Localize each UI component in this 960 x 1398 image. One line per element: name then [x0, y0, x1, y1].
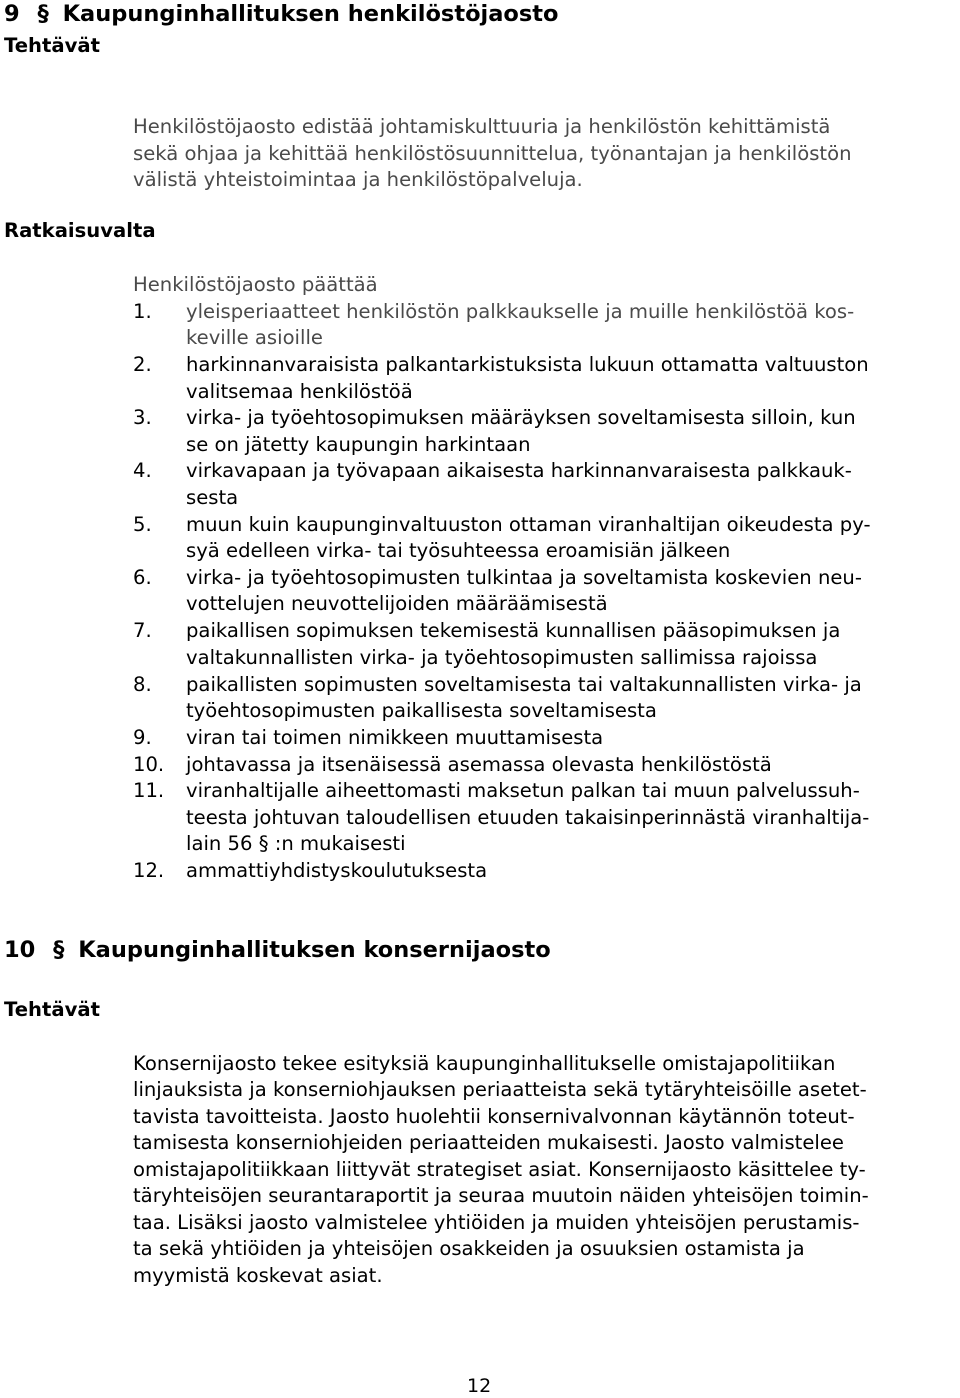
list-item-line: ammattiyhdistyskoulutuksesta: [186, 859, 488, 882]
list-item-number: 5.: [133, 513, 152, 536]
list-item-number: 10.: [133, 753, 165, 776]
list-item-line: harkinnanvaraisista palkantarkistuksista lukuun ottamatta valtuuston: [186, 353, 869, 376]
paragraph-line: täryhteisöjen seurantaraportit ja seuraa muutoin näiden yhteisöjen toimin-: [133, 1184, 869, 1207]
list-item-number: 9.: [133, 726, 152, 749]
list-item-line: johtavassa ja itsenäisessä asemassa olevasta henkilöstöstä: [186, 753, 772, 776]
tasks-heading: Tehtävät: [4, 34, 100, 57]
list-item-line: valitsemaa henkilöstöä: [186, 380, 413, 403]
list-item-line: viranhaltijalle aiheettomasti maksetun palkan tai muun palvelussuh-: [186, 779, 860, 802]
list-item-line: sesta: [186, 486, 239, 509]
list-item-number: 12.: [133, 859, 165, 882]
list-item-line: viran tai toimen nimikkeen muuttamisesta: [186, 726, 604, 749]
list-item-line: vottelujen neuvottelijoiden määräämisestä: [186, 592, 608, 615]
list-item-line: virkavapaan ja työvapaan aikaisesta harkinnanvaraisesta palkkauk-: [186, 459, 852, 482]
paragraph-line: välistä yhteistoimintaa ja henkilöstöpalveluja.: [133, 168, 583, 191]
section-number: 10: [4, 937, 36, 963]
paragraph-line: tamisesta konserniohjeiden periaatteiden mukaisesti. Jaosto valmistelee: [133, 1131, 844, 1154]
list-item-line: yleisperiaatteet henkilöstön palkkaukselle ja muille henkilöstöä kos-: [186, 300, 855, 323]
paragraph-line: myymistä koskevat asiat.: [133, 1264, 383, 1287]
list-item-line: virka- ja työehtosopimusten tulkintaa ja soveltamista koskevien neu-: [186, 566, 862, 589]
list-item-number: 3.: [133, 406, 152, 429]
paragraph-line: Henkilöstöjaosto edistää johtamiskulttuuria ja henkilöstön kehittämistä: [133, 115, 831, 138]
section-title: Kaupunginhallituksen henkilöstöjaosto: [62, 1, 559, 27]
paragraph-line: Konsernijaosto tekee esityksiä kaupunginhallitukselle omistajapolitiikan: [133, 1052, 836, 1075]
section-symbol: §: [53, 937, 65, 963]
paragraph-line: ta sekä yhtiöiden ja yhteisöjen osakkeiden ja osuuksien ostamista ja: [133, 1237, 805, 1260]
list-item-number: 8.: [133, 673, 152, 696]
list-item-line: lain 56 § :n mukaisesti: [186, 832, 406, 855]
section-symbol: §: [37, 1, 49, 27]
list-item-number: 11.: [133, 779, 165, 802]
list-item-line: muun kuin kaupunginvaltuuston ottaman viranhaltijan oikeudesta py-: [186, 513, 871, 536]
list-item-line: paikallisten sopimusten soveltamisesta tai valtakunnallisten virka- ja: [186, 673, 862, 696]
list-item-number: 1.: [133, 300, 152, 323]
list-item-line: se on jätetty kaupungin harkintaan: [186, 433, 531, 456]
section-title: Kaupunginhallituksen konsernijaosto: [78, 937, 551, 963]
paragraph-line: sekä ohjaa ja kehittää henkilöstösuunnittelua, työnantajan ja henkilöstön: [133, 142, 852, 165]
paragraph-line: taa. Lisäksi jaosto valmistelee yhtiöiden ja muiden yhteisöjen perustamis-: [133, 1211, 860, 1234]
section-9-heading: [4, 0, 559, 28]
list-item-line: teesta johtuvan taloudellisen etuuden takaisinperinnästä viranhaltija-: [186, 806, 870, 829]
paragraph-line: tavista tavoitteista. Jaosto huolehtii konsernivalvonnan käytännön toteut-: [133, 1105, 855, 1128]
list-item-number: 4.: [133, 459, 152, 482]
tasks-heading: Tehtävät: [4, 998, 100, 1021]
paragraph-line: linjauksista ja konserniohjauksen periaatteista sekä tytäryhteisöille asetet-: [133, 1078, 867, 1101]
list-item-number: 6.: [133, 566, 152, 589]
list-item-number: 2.: [133, 353, 152, 376]
page-number: 12: [467, 1375, 492, 1397]
list-item-line: valtakunnallisten virka- ja työehtosopimusten sallimissa rajoissa: [186, 646, 818, 669]
list-item-line: virka- ja työehtosopimuksen määräyksen soveltamisesta silloin, kun: [186, 406, 856, 429]
section-number: 9: [4, 1, 20, 27]
list-item-line: keville asioille: [186, 326, 323, 349]
section-10-heading: [4, 936, 551, 964]
list-item-line: työehtosopimusten paikallisesta soveltamisesta: [186, 699, 657, 722]
list-item-number: 7.: [133, 619, 152, 642]
authority-heading: Ratkaisuvalta: [4, 219, 156, 242]
paragraph-line: omistajapolitiikkaan liittyvät strategiset asiat. Konsernijaosto käsittelee ty-: [133, 1158, 866, 1181]
list-item-line: paikallisen sopimuksen tekemisestä kunnallisen pääsopimuksen ja: [186, 619, 841, 642]
authority-intro: Henkilöstöjaosto päättää: [133, 273, 378, 296]
list-item-line: syä edelleen virka- tai työsuhteessa eroamisiän jälkeen: [186, 539, 731, 562]
